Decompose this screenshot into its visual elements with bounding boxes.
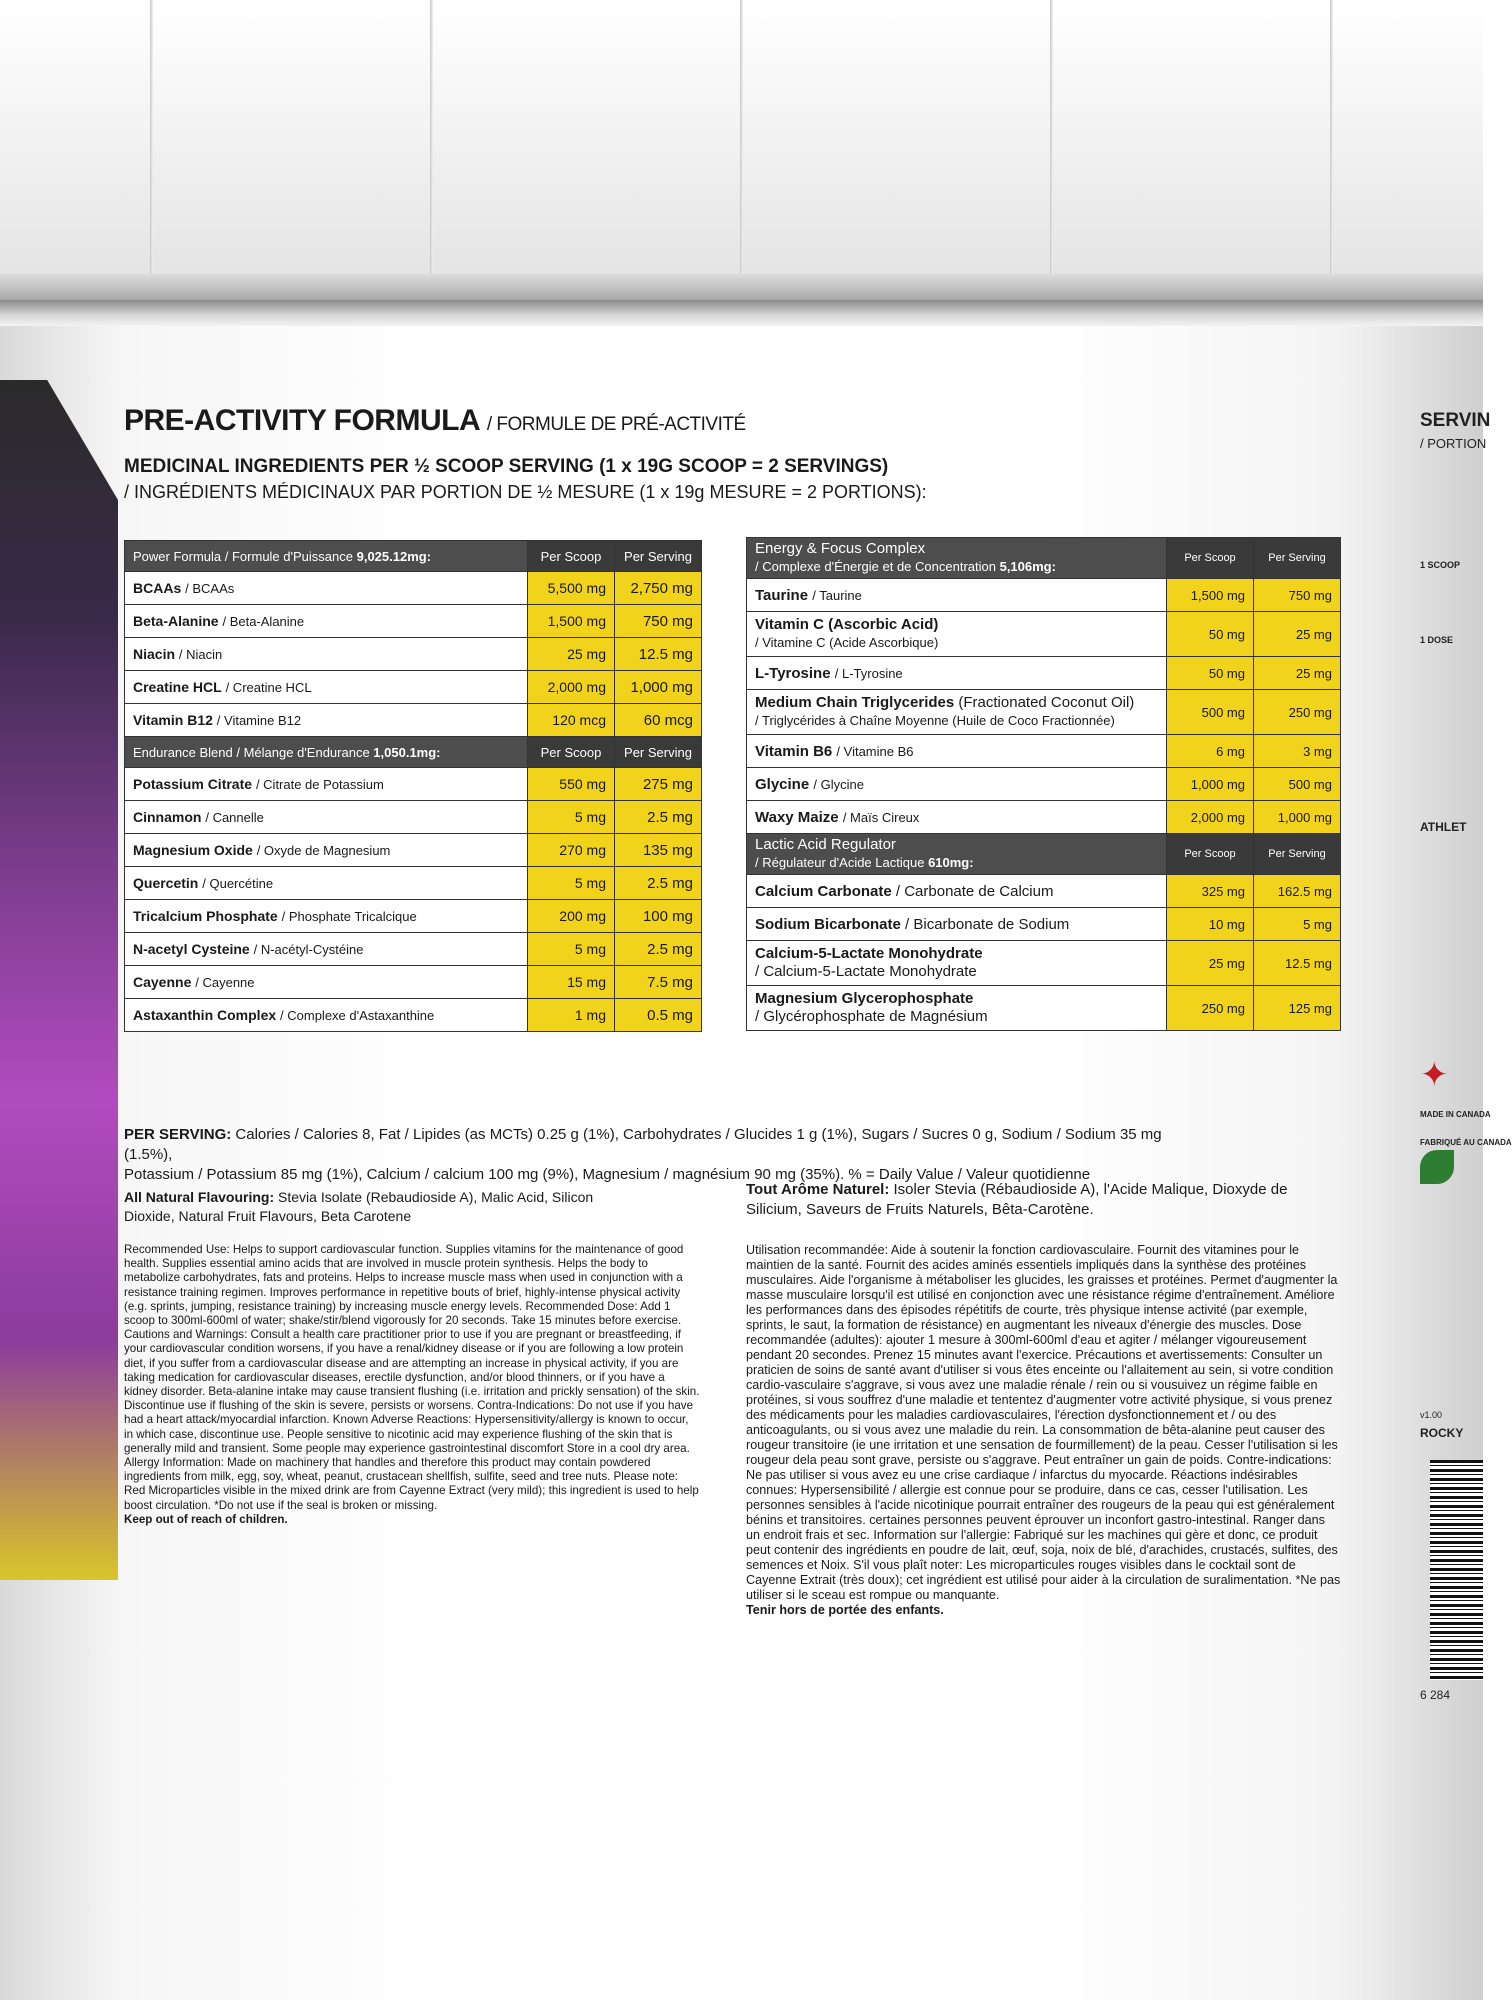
ingredient-row (747, 908, 1341, 941)
ingredient-name: L-Tyrosine / L-Tyrosine (747, 657, 1167, 690)
ingredient-name: Sodium Bicarbonate / Bicarbonate de Sodium (747, 908, 1167, 941)
ingredient-row (747, 768, 1341, 801)
ingredient-name: Magnesium Oxide / Oxyde de Magnesium (125, 834, 528, 867)
per-serving-value: 100 mg (615, 900, 702, 933)
energy-header: Energy & Focus Complex / Complexe d'Énergie et de Concentration 5,106mg: (747, 538, 1167, 579)
portion-heading: / PORTION (1420, 436, 1487, 451)
col-per-serving: Per Serving (615, 541, 702, 572)
ingredient-row (747, 735, 1341, 768)
col-per-serving: Per Serving (1254, 834, 1341, 875)
body-en-p3: Keep out of reach of children. (124, 1512, 288, 1526)
table-header-endurance (125, 737, 702, 768)
ingredient-name: Beta-Alanine / Beta-Alanine (125, 605, 528, 638)
per-serving-value: 60 mcg (615, 704, 702, 737)
per-scoop-value: 500 mg (1167, 690, 1254, 735)
per-scoop-value: 5,500 mg (528, 572, 615, 605)
ingredient-name: Cayenne / Cayenne (125, 966, 528, 999)
per-serving-value: 2,750 mg (615, 572, 702, 605)
ingredient-row (125, 704, 702, 737)
per-scoop-value: 550 mg (528, 768, 615, 801)
ingredient-name: Creatine HCL / Creatine HCL (125, 671, 528, 704)
per-serving-value: 125 mg (1254, 986, 1341, 1031)
ingredient-row (747, 612, 1341, 657)
ingredient-row (747, 801, 1341, 834)
per-serving-value: 162.5 mg (1254, 875, 1341, 908)
ingredients-table-left (124, 540, 702, 1032)
product-name-fragment: ROCKY (1420, 1426, 1464, 1440)
per-serving-value: 2.5 mg (615, 867, 702, 900)
ingredient-name: Medium Chain Triglycerides (Fractionated Coconut Oil) / Triglycérides à Chaîne Moyenne (Huile de Coco Fractionnée) (747, 690, 1167, 735)
body-en-p1: Recommended Use: Helps to support cardiovascular function. Supplies vitamins for the maintenance of good health. Supplies essential amino acids that are involved in muscle protein synthesis. Helps the body to metabolize carbohydrates, fats and proteins. Helps to increase muscle mass when used in conjunction with a resistance training regimen. Improves performance in repetitive bouts of brief, highly-intense physical activity (e.g. sprints, jumping, resistance training) by increasing muscle energy levels. Recommended Dose: Add 1 scoop to 300ml-600ml of water; shake/stir/blend vigorously for 20 seconds. Take 15 minutes before exercise. (124, 1243, 684, 1328)
maple-leaf-icon: ✦ (1420, 1056, 1449, 1094)
ingredient-name: Magnesium Glycerophosphate / Glycérophosphate de Magnésium (747, 986, 1167, 1031)
ingredient-name: Quercetin / Quercétine (125, 867, 528, 900)
title-fr: / FORMULE DE PRÉ-ACTIVITÉ (486, 414, 746, 435)
per-serving-label: PER SERVING: (124, 1126, 232, 1143)
ingredient-row (125, 572, 702, 605)
per-scoop-value: 2,000 mg (528, 671, 615, 704)
ingredient-row (747, 986, 1341, 1031)
ingredient-row (747, 657, 1341, 690)
per-scoop-value: 1,000 mg (1167, 768, 1254, 801)
ingredient-name: Waxy Maize / Maïs Cireux (747, 801, 1167, 834)
per-serving-value: 250 mg (1254, 690, 1341, 735)
ingredient-row (125, 999, 702, 1032)
ingredient-name: Niacin / Niacin (125, 638, 528, 671)
ingredient-name: Cinnamon / Cannelle (125, 801, 528, 834)
serving-heading: SERVIN (1420, 410, 1491, 431)
ingredient-row (747, 690, 1341, 735)
flavouring-fr: Tout Arôme Naturel: Isoler Stevia (Rébaudioside A), l'Acide Malique, Dioxyde de Silicium, Saveurs de Fruits Naturels, Bêta-Carotène. (746, 1181, 1288, 1218)
per-scoop-value: 25 mg (1167, 941, 1254, 986)
ingredient-row (125, 834, 702, 867)
per-scoop-value: 1 mg (528, 999, 615, 1032)
col-per-scoop: Per Scoop (1167, 834, 1254, 875)
subtitle-fr: / INGRÉDIENTS MÉDICINAUX PAR PORTION DE ½ MESURE (1 x 19g MESURE = 2 PORTIONS): (124, 482, 927, 502)
per-scoop-value: 200 mg (528, 900, 615, 933)
ingredient-row (125, 768, 702, 801)
per-scoop-value: 5 mg (528, 867, 615, 900)
endurance-header: Endurance Blend / Mélange d'Endurance 1,050.1mg: (125, 737, 528, 768)
flavouring-en: All Natural Flavouring: Stevia Isolate (Rebaudioside A), Malic Acid, Silicon Dioxide, Natural Fruit Flavours, Beta Carotene (124, 1189, 594, 1224)
ingredient-name: Astaxanthin Complex / Complexe d'Astaxanthine (125, 999, 528, 1032)
per-scoop-value: 1,500 mg (1167, 579, 1254, 612)
per-scoop-value: 50 mg (1167, 657, 1254, 690)
ingredient-name: Taurine / Taurine (747, 579, 1167, 612)
per-serving-value: 750 mg (615, 605, 702, 638)
ingredient-row (747, 579, 1341, 612)
per-serving-value: 12.5 mg (1254, 941, 1341, 986)
col-per-scoop: Per Scoop (528, 541, 615, 572)
table-header-lactic (747, 834, 1341, 875)
col-per-serving: Per Serving (1254, 538, 1341, 579)
barcode-digits: 6 284 (1420, 1688, 1451, 1702)
subtitle-en: MEDICINAL INGREDIENTS PER ½ SCOOP SERVING (1 x 19G SCOOP = 2 SERVINGS) (124, 456, 889, 477)
per-serving-value: 12.5 mg (615, 638, 702, 671)
col-per-scoop: Per Scoop (528, 737, 615, 768)
container-lid (0, 0, 1483, 302)
made-in-canada: MADE IN CANADA (1420, 1110, 1491, 1119)
ingredient-name: Vitamin C (Ascorbic Acid) / Vitamine C (Acide Ascorbique) (747, 612, 1167, 657)
lid-lip (0, 300, 1483, 326)
per-scoop-value: 120 mcg (528, 704, 615, 737)
table-header-power (125, 541, 702, 572)
body-fr-p2: Tenir hors de portée des enfants. (746, 1603, 944, 1617)
body-en-p2: Cautions and Warnings: Consult a health care practitioner prior to use if you are pregnant or breastfeeding, if your cardiovascular condition worsens, if you have a renal/kidney disease or if you are following a low protein diet, if you suffer from a cardiovascular disease and are attempting an increase in physical activity, if you are taking medication for cardiovascular diseases, erectile dysfunction, and/or blood thinners, or if you have a kidney disorder. Beta-alanine intake may cause transient flushing (i.e. irritation and prickly sensation) of the skin. Discontinue use if flushing of the skin is severe, persists or worsens. Contra-Indications: Do not use if you have had a heart attack/myocardial infarction. Known Adverse Reactions: Hypersensitivity/allergy is known to occur, in which case, discontinue use. People sensitive to nicotinic acid may experience flushing of the skin that is generally mild and transient. Some people may experience gastrointestinal discomfort Store in a cool dry area. Allergy Information: Made on machinery that handles and therefore this product may contain powdered ingredients from milk, egg, soy, wheat, peanut, crustacean shellfish, sulfite, seed and tree nuts. Please note: Red Microparticles visible in the mixed drink are from Cayenne Extract (very mild); this ingredient is used to help boost circulation. *Do not use if the seal is broken or missing. (124, 1328, 700, 1512)
ingredient-row (747, 941, 1341, 986)
ingredient-name: Calcium Carbonate / Carbonate de Calcium (747, 875, 1167, 908)
per-serving-value: 750 mg (1254, 579, 1341, 612)
ingredient-name: Potassium Citrate / Citrate de Potassium (125, 768, 528, 801)
per-serving-nutrition (124, 1125, 1214, 1185)
per-scoop-value: 25 mg (528, 638, 615, 671)
per-serving-value: 0.5 mg (615, 999, 702, 1032)
ingredient-name: Glycine / Glycine (747, 768, 1167, 801)
scoop-note: 1 SCOOP (1420, 560, 1461, 570)
ingredient-row (125, 933, 702, 966)
per-serving-text-1: Calories / Calories 8, Fat / Lipides (as MCTs) 0.25 g (1%), Carbohydrates / Glucides 1 g (1%), Sugars / Sucres 0 g, Sodium / Sodium 35 mg (1.5%), (124, 1126, 1162, 1163)
ingredients-table-right (746, 537, 1341, 1031)
lactic-header: Lactic Acid Regulator / Régulateur d'Acide Lactique 610mg: (747, 834, 1167, 875)
per-scoop-value: 5 mg (528, 801, 615, 834)
fabrique-au-canada: FABRIQUÉ AU CANADA (1420, 1138, 1512, 1147)
per-scoop-value: 10 mg (1167, 908, 1254, 941)
per-scoop-value: 325 mg (1167, 875, 1254, 908)
per-scoop-value: 50 mg (1167, 612, 1254, 657)
per-scoop-value: 5 mg (528, 933, 615, 966)
per-serving-value: 7.5 mg (615, 966, 702, 999)
per-serving-value: 500 mg (1254, 768, 1341, 801)
ingredient-row (125, 638, 702, 671)
ingredient-name: Calcium-5-Lactate Monohydrate / Calcium-5-Lactate Monohydrate (747, 941, 1167, 986)
per-scoop-value: 6 mg (1167, 735, 1254, 768)
per-serving-text-2: Potassium / Potassium 85 mg (1%), Calcium / calcium 100 mg (9%), Magnesium / magnésium 90 mg (35%). % = Daily Value / Valeur quotidienne (124, 1166, 1091, 1183)
version-code: v1.00 (1420, 1410, 1443, 1420)
ingredient-name: Vitamin B12 / Vitamine B12 (125, 704, 528, 737)
ingredient-row (125, 801, 702, 834)
brand-logo-text: ATHLET (1420, 820, 1467, 834)
title-en: PRE-ACTIVITY FORMULA (124, 404, 479, 437)
dose-note: 1 DOSE (1420, 635, 1454, 645)
ingredient-row (125, 966, 702, 999)
per-serving-value: 2.5 mg (615, 933, 702, 966)
per-scoop-value: 250 mg (1167, 986, 1254, 1031)
side-label-artwork (0, 380, 118, 1580)
per-scoop-value: 15 mg (528, 966, 615, 999)
ingredient-row (125, 605, 702, 638)
ingredient-row (125, 867, 702, 900)
per-scoop-value: 1,500 mg (528, 605, 615, 638)
table-header-energy (747, 538, 1341, 579)
per-serving-value: 25 mg (1254, 612, 1341, 657)
side-panel-right (1420, 410, 1512, 1702)
body-fr-p1: Utilisation recommandée: Aide à soutenir la fonction cardiovasculaire. Fournit des vitamines pour le maintien de la santé. Fournit des acides aminés essentiels impliqués dans la synthèse des protéines musculaires. Aide l'organisme à métaboliser les glucides, les graisses et protéines. Permet d'augmenter la masse musculaire lorsqu'il est utilisé en conjonction avec une résistance régime d'entraînement. Améliore les performances dans des épisodes répétitifs de courte, très physique intense activité (par exemple, sprints, le saut, la formation de résistance) en augmentant les niveaux d'énergie des muscles. Dose recommandée (adultes): ajouter 1 mesure à 300ml-600ml d'eau et agiter / mélanger vigoureusement pendant 20 secondes. Prenez 15 minutes avant l'exercice. Précautions et avertissements: Consulter un praticien de soins de santé avant d'utiliser si vous êtes enceinte ou l'allaitement au sein, si votre condition cardio-vasculaire s'aggrave, si vous avez une maladie rénale / rein ou si vousuivez un régime faible en protéines, si vous souffrez d'une maladie et tententez d'augmenter votre activité physique, si vous prenez des médicaments pour les maladies cardiovasculaires, l'érection dysfonctionnement et / ou des anticoagulants, ou si vous avez une maladie du rein. La consommation de bêta-alanine peut causer des rougeur transitoire (ie une irritation et une sensation de fourmillement) de la peau. Cesser l'utilisation si les rougeur dela peau sont grave, persiste ou s'aggrave. Peut entraîner un gain de poids. Contre-indications: Ne pas utiliser si vous avez eu une crise cardiaque / infarctus du myocarde. Réactions indésirables connues: Hypersensibilité / allergie est connue pour se produire, dans ce cas, cesser l'utilisation. Les personnes sensibles à l'acide nicotinique pourrait entraîner des rougeurs de la peau qui est généralement bénins et transitoires. certaines personnes peuvent éprouver un inconfort gastro-intestinal. Ranger dans un endroit frais et sec. Information sur l'allergie: Fabriqué sur les machines qui gère et donc, ce produit peut contenir des ingrédients en poudre de lait, œuf, soja, noix de blé, d'arachides, crustacés, sulfites, des semences et Noix. S'il vous plaît noter: Les microparticules rouges visibles dans le cocktail sont de Cayenne Extrait (très doux); cet ingrédient est utilisé pour aider à la circulation de suralimentation. *Ne pas utiliser si le sceau est rompue ou manquante. (746, 1243, 1341, 1602)
ingredient-row (747, 875, 1341, 908)
directions-warnings-en (124, 1243, 700, 1527)
per-serving-value: 135 mg (615, 834, 702, 867)
ingredient-name: Vitamin B6 / Vitamine B6 (747, 735, 1167, 768)
page-title (124, 404, 746, 438)
directions-warnings-fr (746, 1243, 1342, 1618)
per-serving-value: 1,000 mg (1254, 801, 1341, 834)
per-serving-value: 3 mg (1254, 735, 1341, 768)
per-serving-value: 275 mg (615, 768, 702, 801)
barcode (1430, 1460, 1483, 1680)
per-scoop-value: 270 mg (528, 834, 615, 867)
ingredient-name: BCAAs / BCAAs (125, 572, 528, 605)
ingredient-name: Tricalcium Phosphate / Phosphate Tricalcique (125, 900, 528, 933)
per-scoop-value: 2,000 mg (1167, 801, 1254, 834)
per-serving-value: 25 mg (1254, 657, 1341, 690)
per-serving-value: 1,000 mg (615, 671, 702, 704)
col-per-scoop: Per Scoop (1167, 538, 1254, 579)
ingredient-row (125, 900, 702, 933)
leaf-icon (1420, 1150, 1454, 1184)
ingredient-name: N-acetyl Cysteine / N-acétyl-Cystéine (125, 933, 528, 966)
per-serving-value: 2.5 mg (615, 801, 702, 834)
col-per-serving: Per Serving (615, 737, 702, 768)
per-serving-value: 5 mg (1254, 908, 1341, 941)
power-header: Power Formula / Formule d'Puissance 9,025.12mg: (125, 541, 528, 572)
ingredient-row (125, 671, 702, 704)
